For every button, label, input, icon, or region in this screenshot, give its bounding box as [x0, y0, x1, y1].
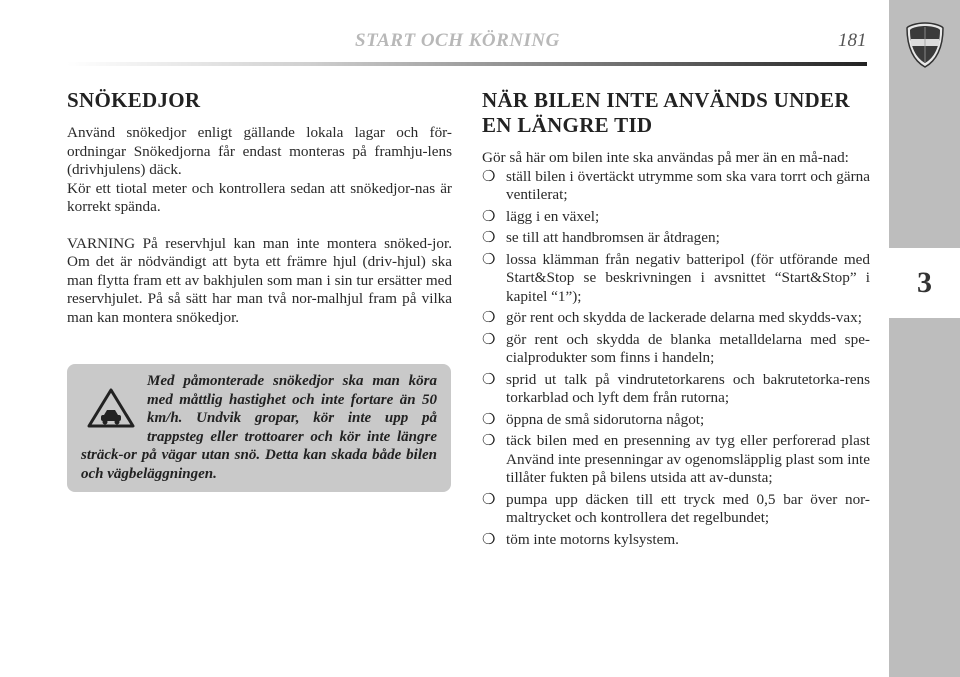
warning-triangle-icon	[87, 388, 135, 428]
paragraph-warning-note: VARNING På reservhjul kan man inte montera snöked-jor. Om det är nödvändigt att byta ett främre hjul (driv-hjul) ska man flytta fram ett av bakhjulen som man i sin tur ersätter med reservhjulet. På så sätt har man två nor-malhjul fram på vilka man kan montera snökedjor.	[67, 234, 452, 326]
list-item: ❍ se till att handbromsen är åtdragen;	[482, 229, 720, 246]
bullet-circle-icon: ❍	[482, 531, 496, 548]
heading-line: EN LÄNGRE TID	[482, 113, 653, 137]
section-heading-snow-chains: SNÖKEDJOR	[67, 88, 201, 112]
heading-line: NÄR BILEN INTE ANVÄNDS UNDER	[482, 88, 850, 112]
list-item: ❍ pumpa upp däcken till ett tryck med 0,5 bar över nor-maltrycket och kontrollera det regelbundet;	[482, 490, 870, 526]
bullet-circle-icon: ❍	[482, 310, 496, 326]
storage-checklist	[482, 168, 870, 550]
intro-paragraph: Gör så här om bilen inte ska användas på mer än en må-nad:	[482, 149, 849, 166]
bullet-circle-icon: ❍	[482, 411, 496, 428]
running-header: START OCH KÖRNING	[355, 30, 560, 51]
list-item: ❍ sprid ut talk på vindrutetorkarens och bakrutetorka-rens torkarblad och lyft dem från rutorna;	[482, 370, 870, 406]
left-column	[67, 88, 452, 327]
paragraph: Använd snökedjor enligt gällande lokala lagar och för-ordningar Snökedjorna får endast monteras på framhju-lens (drivhjulens) däck.	[67, 124, 452, 178]
bullet-circle-icon: ❍	[482, 230, 496, 246]
list-item: ❍ öppna de små sidorutorna något;	[482, 410, 705, 428]
warning-box	[67, 364, 451, 492]
list-item: ❍ töm inte motorns kylsystem.	[482, 530, 679, 548]
bullet-circle-icon: ❍	[482, 208, 496, 225]
chapter-tab: 3	[889, 248, 960, 318]
bullet-circle-icon: ❍	[482, 251, 496, 268]
bullet-circle-icon: ❍	[482, 371, 496, 388]
bullet-circle-icon: ❍	[482, 331, 496, 348]
list-item: ❍ gör rent och skydda de lackerade delarna med skydds-vax;	[482, 309, 862, 326]
chapter-sidebar	[889, 0, 960, 677]
bullet-circle-icon: ❍	[482, 433, 496, 449]
lancia-shield-icon	[906, 22, 944, 68]
right-column	[482, 88, 870, 552]
bullet-circle-icon: ❍	[482, 491, 496, 508]
list-item: ❍ ställ bilen i övertäckt utrymme som ska vara torrt och gärna ventilerat;	[482, 167, 870, 203]
warning-text: Med påmonterade snökedjor ska man köra med måttlig hastighet och inte fortare än 50 km/h. Undvik gropar, kör inte upp på trappsteg eller trottoarer och kör inte längre sträck-or på vägar utan snö. Detta kan skada både bilen och vägbeläggningen.	[81, 373, 437, 482]
list-item: ❍ gör rent och skydda de blanka metalldelarna med spe-cialprodukter som finns i handeln;	[482, 330, 870, 366]
section-heading-storage	[482, 88, 870, 138]
page-number: 181	[838, 30, 867, 51]
header-rule	[67, 62, 867, 66]
bullet-circle-icon: ❍	[482, 168, 496, 185]
paragraph: Kör ett tiotal meter och kontrollera sedan att snökedjor-nas är korrekt spända.	[67, 179, 452, 215]
list-item: ❍ lossa klämman från negativ batteripol (för utförande med Start&Stop se beskrivningen i avsnittet “Start&Stop” i kapitel “1”);	[482, 250, 870, 305]
list-item: ❍ lägg i en växel;	[482, 207, 600, 225]
list-item: ❍ täck bilen med en presenning av tyg eller perforerad plast Använd inte presenningar av ogenomsläpplig plast som inte tillåter fukten på bilens utsida att av-dunsta;	[482, 432, 871, 486]
